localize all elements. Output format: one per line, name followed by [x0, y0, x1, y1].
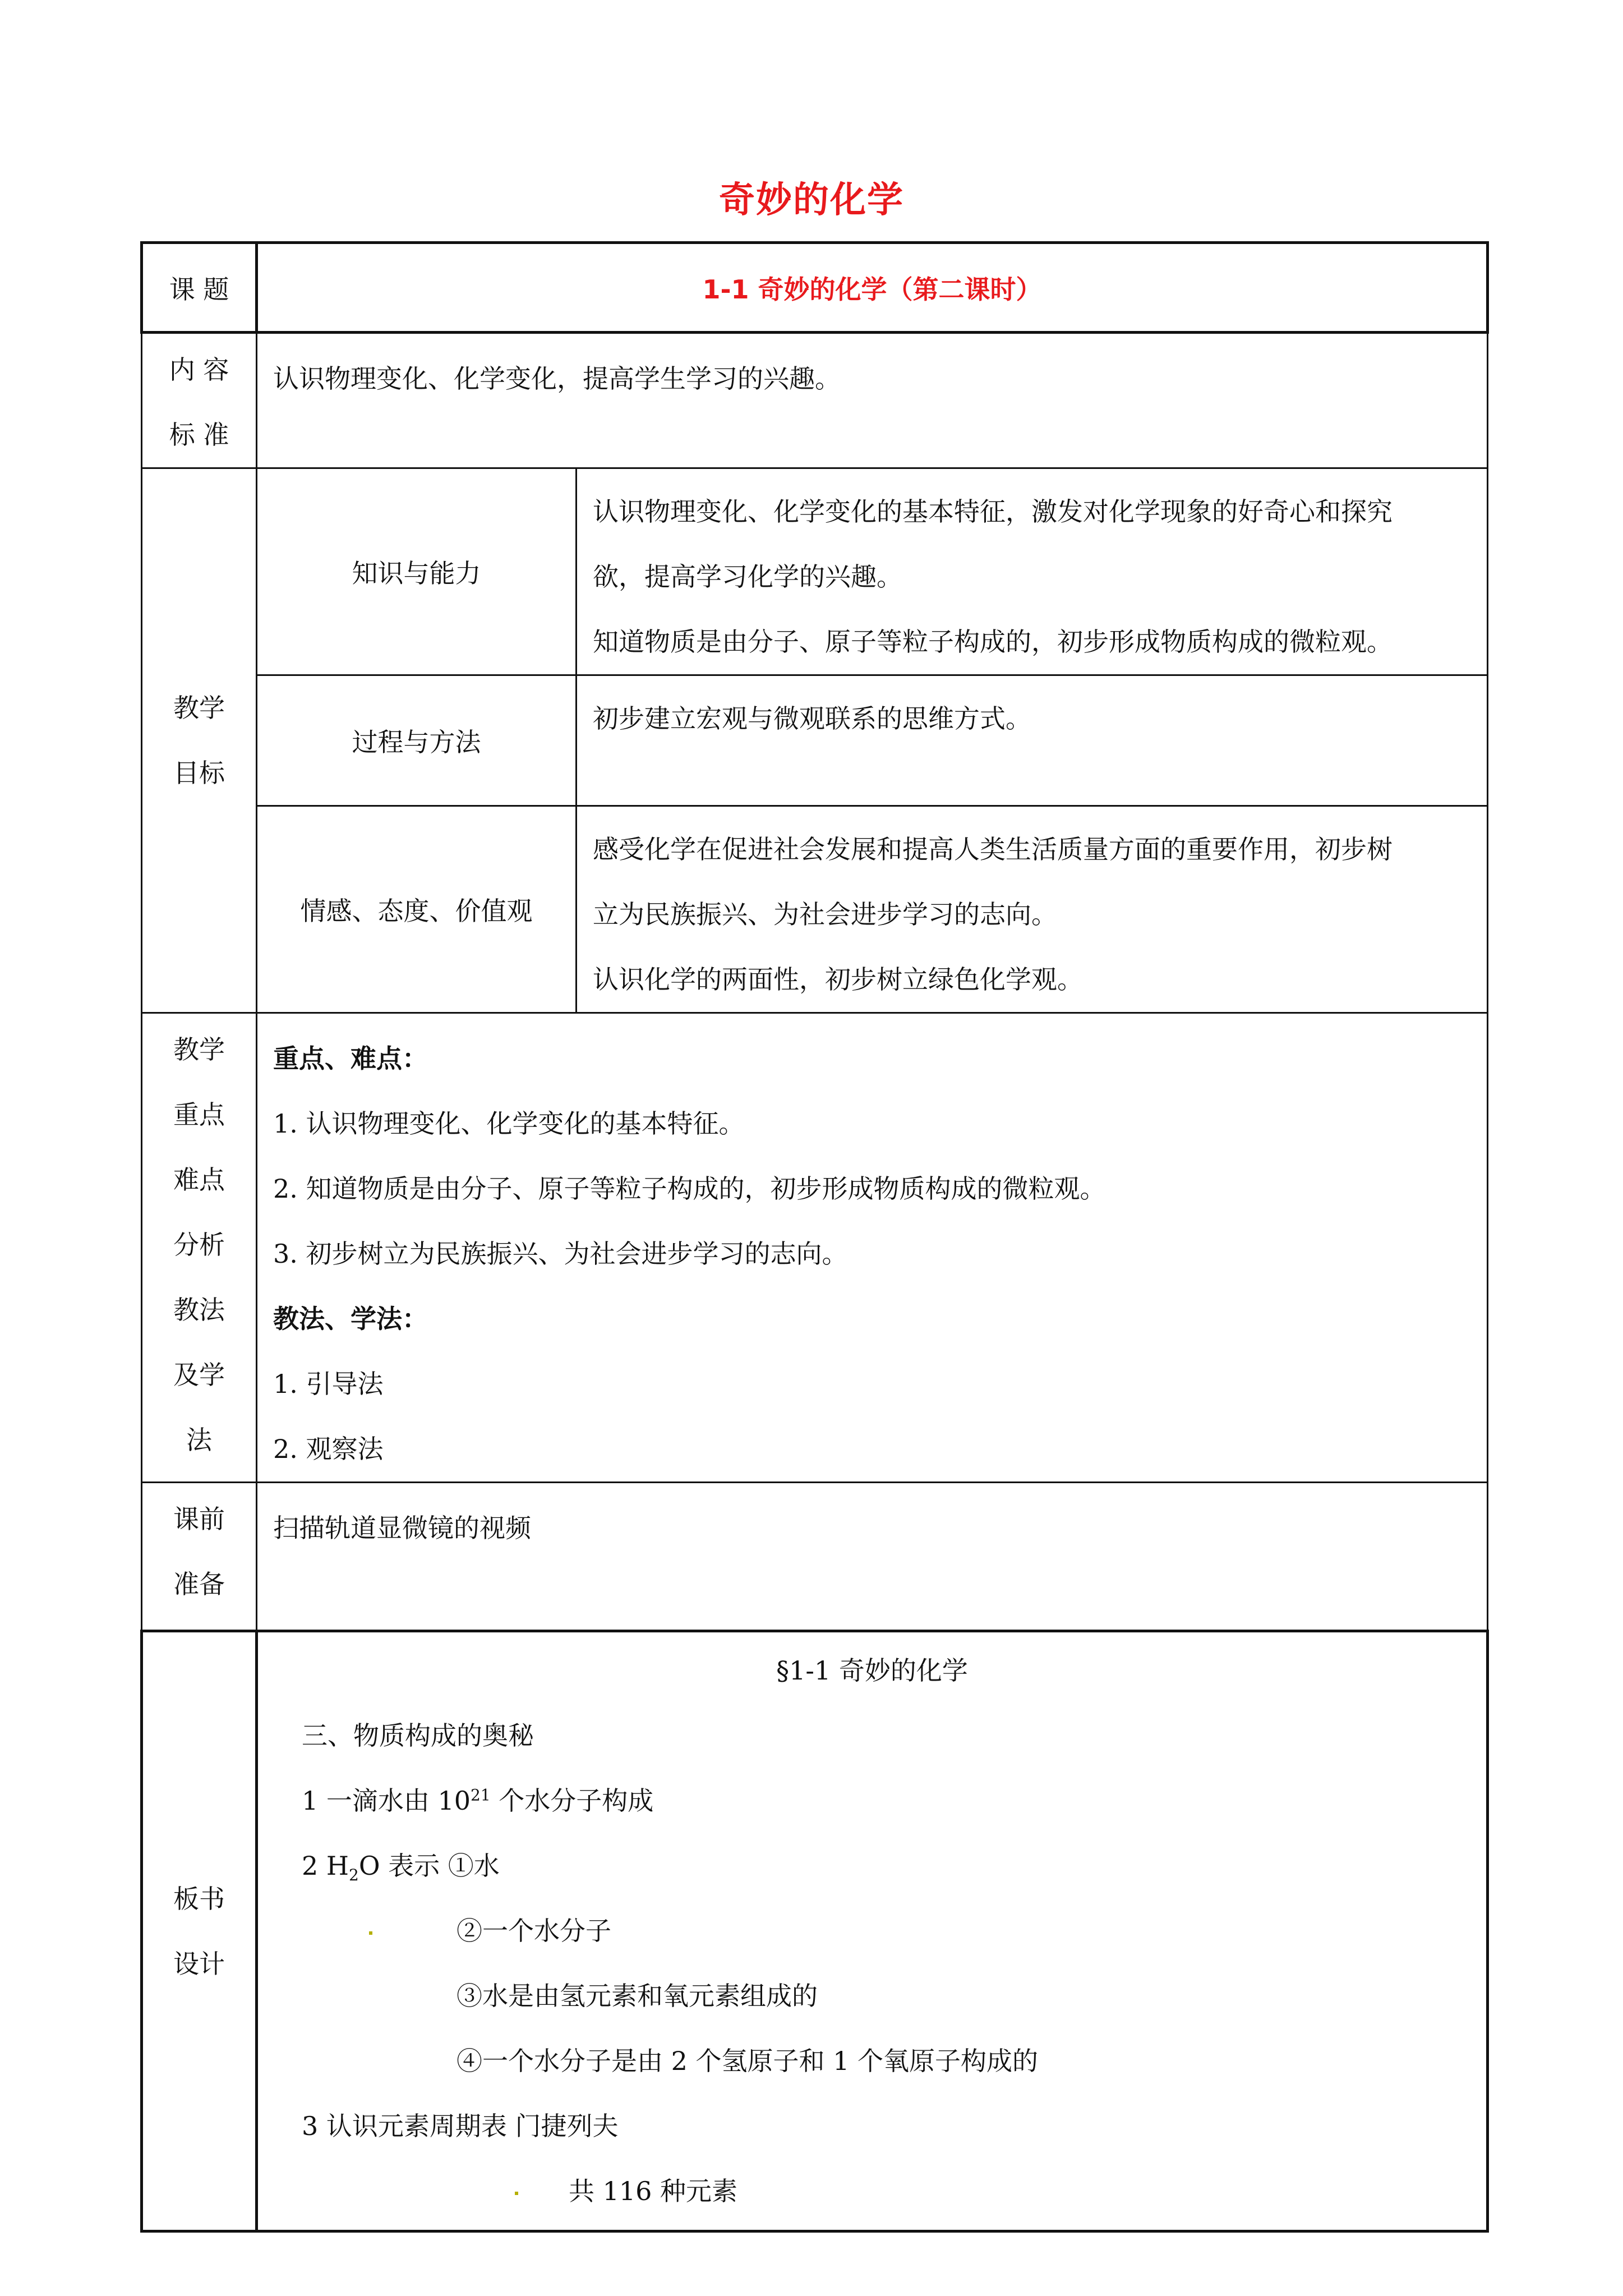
list-item: 2. 知道物质是由分子、原子等粒子构成的，初步形成物质构成的微粒观。 — [273, 1174, 1106, 1204]
row-board — [142, 1631, 1488, 2231]
row-topic — [142, 243, 1488, 333]
process-text: 初步建立宏观与微观联系的思维方式。 — [577, 675, 1488, 806]
label-topic: 课 题 — [142, 243, 257, 333]
board-item-2: ②一个水分子 — [274, 1898, 1470, 1963]
dot-mark — [369, 1931, 372, 1935]
board-line-3b: 共 116 种元素 — [274, 2159, 1470, 2224]
board-design — [257, 1631, 1488, 2231]
label-key-points: 教学 重点 难点 分析 教法 及学 法 — [142, 1013, 257, 1483]
lesson-plan-table — [140, 241, 1489, 2233]
board-section: 三、物质构成的奥秘 — [302, 1720, 534, 1751]
page-title: 奇妙的化学 — [719, 180, 904, 221]
row-objectives-process — [142, 675, 1488, 806]
list-item: 2. 观察法 — [273, 1434, 384, 1464]
row-objectives-knowledge — [142, 468, 1488, 675]
row-key-points — [142, 1013, 1488, 1483]
board-heading: §1-1 奇妙的化学 — [776, 1655, 968, 1686]
standard-text: 认识物理变化、化学变化，提高学生学习的兴趣。 — [257, 333, 1488, 468]
emotion-text: 感受化学在促进社会发展和提高人类生活质量方面的重要作用，初步树 立为民族振兴、为社会进步学习的志向。 认识化学的两面性，初步树立绿色化学观。 — [577, 806, 1488, 1013]
list-item: 1. 引导法 — [273, 1369, 384, 1399]
board-item-3: ③水是由氢元素和氧元素组成的 — [457, 1981, 818, 2011]
lesson-title: 1-1 奇妙的化学（第二课时） — [257, 243, 1488, 333]
label-emotion: 情感、态度、价值观 — [257, 806, 577, 1013]
row-objectives-emotion — [142, 806, 1488, 1013]
board-line-1: 1 一滴水由 $10^{21}$ 个水分子构成 — [302, 1786, 654, 1816]
knowledge-text: 认识物理变化、化学变化的基本特征，激发对化学现象的好奇心和探究 欲，提高学习化学的兴趣。 知道物质是由分子、原子等粒子构成的，初步形成物质构成的微粒观。 — [577, 468, 1488, 675]
label-board: 板书 设计 — [142, 1631, 257, 2231]
board-item-4: ④一个水分子是由 2 个氢原子和 1 个氧原子构成的 — [457, 2046, 1039, 2076]
label-process: 过程与方法 — [257, 675, 577, 806]
methods-heading: 教法、学法： — [273, 1304, 428, 1334]
row-standard — [142, 333, 1488, 468]
board-line-2: 2 $H_2O$ 表示 ①水 — [302, 1851, 500, 1885]
label-objectives: 教学 目标 — [142, 468, 257, 1013]
label-preparation: 课前 准备 — [142, 1483, 257, 1631]
label-standard: 内 容 标 准 — [142, 333, 257, 468]
key-points-text — [257, 1013, 1488, 1483]
key-points-heading: 重点、难点： — [273, 1043, 428, 1074]
dot-mark — [515, 2192, 518, 2195]
label-knowledge: 知识与能力 — [257, 468, 577, 675]
preparation-text: 扫描轨道显微镜的视频 — [257, 1483, 1488, 1631]
list-item: 1. 认识物理变化、化学变化的基本特征。 — [273, 1108, 745, 1139]
row-preparation — [142, 1483, 1488, 1631]
board-line-3: 3 认识元素周期表 门捷列夫 — [302, 2111, 619, 2141]
list-item: 3. 初步树立为民族振兴、为社会进步学习的志向。 — [273, 1239, 848, 1269]
